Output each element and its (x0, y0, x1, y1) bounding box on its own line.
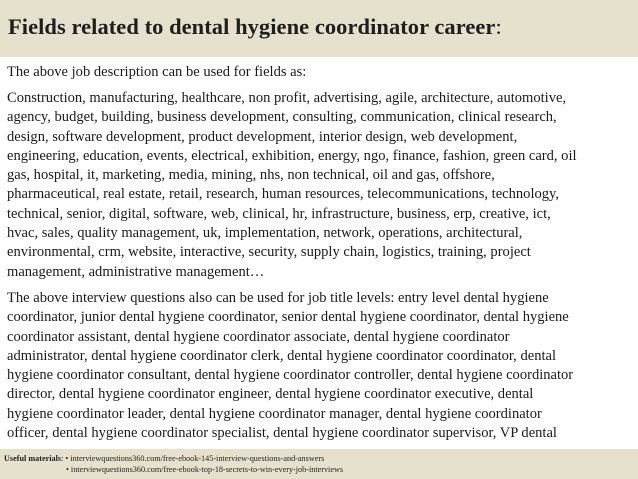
paragraph-line: coordinator assistant, dental hygiene coordinator associate, dental hygiene coordinator (7, 328, 510, 345)
paragraph-line: hygiene coordinator leader, dental hygiene coordinator manager, dental hygiene coordinator (7, 405, 542, 422)
footer-separator: : (61, 454, 66, 463)
paragraph-line: agency, budget, building, business development, consulting, communication, clinical research, (7, 109, 557, 126)
paragraph-line: technical, senior, digital, software, web, clinical, hr, infrastructure, business, erp, creative, ict, (7, 205, 551, 222)
paragraph-line: gas, hospital, it, marketing, media, mining, nhs, non technical, oil and gas, offshore, (7, 167, 495, 184)
footer-link[interactable]: • interviewquestions360.com/free-ebook-top-18-secrets-to-win-every-job-interviews (66, 465, 344, 474)
paragraph-line: officer, dental hygiene coordinator specialist, dental hygiene coordinator supervisor, VP dental (7, 425, 557, 442)
slide-title (8, 14, 638, 40)
footer-row (4, 464, 638, 475)
footer-bar (0, 449, 638, 479)
footer-link[interactable]: • interviewquestions360.com/free-ebook-145-interview-questions-and-answers (65, 454, 325, 463)
paragraph-line: management, administrative management… (7, 263, 265, 280)
paragraph-line: coordinator, junior dental hygiene coordinator, senior dental hygiene coordinator, dental hygiene (7, 309, 569, 326)
intro-text: The above job description can be used for fields as: (7, 64, 307, 80)
slide-title-text: Fields related to dental hygiene coordinator career (8, 14, 496, 39)
paragraph-line: environmental, crm, website, interactive, security, supply chain, logistics, training, project (7, 244, 531, 261)
footer-label: Useful materials (4, 454, 62, 463)
slide-content (7, 62, 637, 450)
paragraph-line: pharmaceutical, real estate, retail, research, human resources, telecommunications, technology, (7, 186, 560, 203)
slide-title-colon: : (495, 14, 502, 39)
paragraph-line: design, software development, product development, interior design, web development, (7, 128, 518, 145)
footer-row (4, 453, 638, 464)
title-bar (0, 0, 638, 57)
paragraph-line: Construction, manufacturing, healthcare, non profit, advertising, agile, architecture, automotive, (7, 90, 567, 106)
paragraph-line: director, dental hygiene coordinator engineer, dental hygiene coordinator executive, dental (7, 386, 534, 403)
paragraph-line: The above interview questions also can be used for job title levels: entry level dental hygiene (7, 289, 549, 306)
paragraph-line: hvac, sales, quality management, uk, implementation, network, operations, architectural, (7, 225, 523, 242)
fields-paragraph (7, 89, 637, 282)
job-levels-paragraph (7, 289, 637, 443)
paragraph-line: administrator, dental hygiene coordinator clerk, dental hygiene coordinator coordinator, dental (7, 347, 557, 364)
paragraph-line: hygiene coordinator consultant, dental hygiene coordinator controller, dental hygiene coordinator (7, 367, 574, 384)
paragraph-line: engineering, education, events, electrical, exhibition, energy, ngo, finance, fashion, green card, oil (7, 147, 577, 164)
